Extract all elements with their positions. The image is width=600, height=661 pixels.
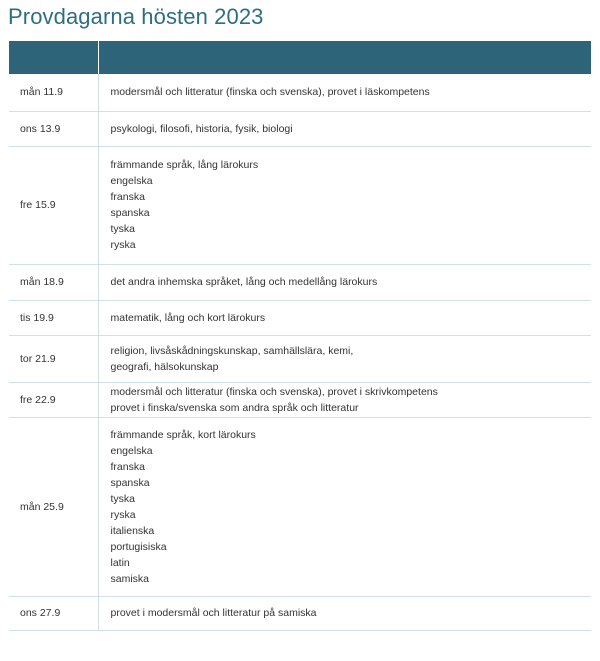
exam-date: ons 27.9 <box>9 596 98 630</box>
subject-line: främmande språk, kort lärokurs <box>110 428 256 441</box>
table-header-row <box>9 41 591 74</box>
exam-subjects <box>98 596 591 630</box>
table-body <box>9 74 591 630</box>
subject-line: provet i modersmål och litteratur på samiska <box>110 607 317 619</box>
subject-line: ryska <box>110 239 136 251</box>
subject-line: det andra inhemska språket, lång och medellång lärokurs <box>110 276 378 288</box>
exam-date: fre 15.9 <box>9 146 98 264</box>
table-row <box>9 335 591 382</box>
subject-line: engelska <box>110 444 153 457</box>
exam-subjects <box>98 382 591 417</box>
subject-line: spanska <box>110 476 150 489</box>
exam-date: ons 13.9 <box>9 111 98 146</box>
table-row <box>9 146 591 264</box>
subject-line: franska <box>110 191 145 203</box>
exam-subjects <box>98 264 591 300</box>
exam-subjects <box>98 417 591 596</box>
exam-subjects <box>98 335 591 382</box>
table-row <box>9 264 591 300</box>
subject-line: religion, livsåskådningskunskap, samhällslära, kemi, <box>110 344 354 357</box>
exam-date: tis 19.9 <box>9 300 98 335</box>
exam-date: tor 21.9 <box>9 335 98 382</box>
table-row <box>9 111 591 146</box>
subject-line: geografi, hälsokunskap <box>110 360 219 373</box>
exam-subjects <box>98 111 591 146</box>
table-row <box>9 596 591 630</box>
subject-line: franska <box>110 460 145 473</box>
subject-line: ryska <box>110 508 136 521</box>
header-subjects <box>98 41 591 74</box>
exam-date: fre 22.9 <box>9 382 98 417</box>
subject-line: främmande språk, lång lärokurs <box>110 159 259 171</box>
exam-date: mån 18.9 <box>9 264 98 300</box>
exam-date: mån 25.9 <box>9 417 98 596</box>
subject-line: samiska <box>110 572 150 585</box>
subject-line: latin <box>110 556 130 569</box>
subject-line: modersmål och litteratur (finska och svenska), provet i skrivkompetens <box>110 385 438 398</box>
subject-line: matematik, lång och kort lärokurs <box>110 311 266 324</box>
subject-line: psykologi, filosofi, historia, fysik, biologi <box>110 122 293 135</box>
exam-subjects <box>98 300 591 335</box>
subject-line: spanska <box>110 207 150 219</box>
exam-subjects <box>98 74 591 111</box>
exam-schedule-table <box>9 41 591 631</box>
table-row <box>9 300 591 335</box>
exam-date: mån 11.9 <box>9 74 98 111</box>
subject-line: tyska <box>110 492 136 505</box>
subject-line: tyska <box>110 223 136 235</box>
page-title: Provdagarna hösten 2023 <box>8 4 264 29</box>
subject-line: provet i finska/svenska som andra språk och litteratur <box>110 401 359 414</box>
header-date <box>9 41 98 74</box>
table-row <box>9 74 591 111</box>
subject-line: modersmål och litteratur (finska och svenska), provet i läskompetens <box>110 86 430 99</box>
table-row <box>9 382 591 417</box>
subject-line: italienska <box>110 524 155 537</box>
subject-line: engelska <box>110 175 153 187</box>
table-row <box>9 417 591 596</box>
exam-subjects <box>98 146 591 264</box>
subject-line: portugisiska <box>110 540 167 553</box>
